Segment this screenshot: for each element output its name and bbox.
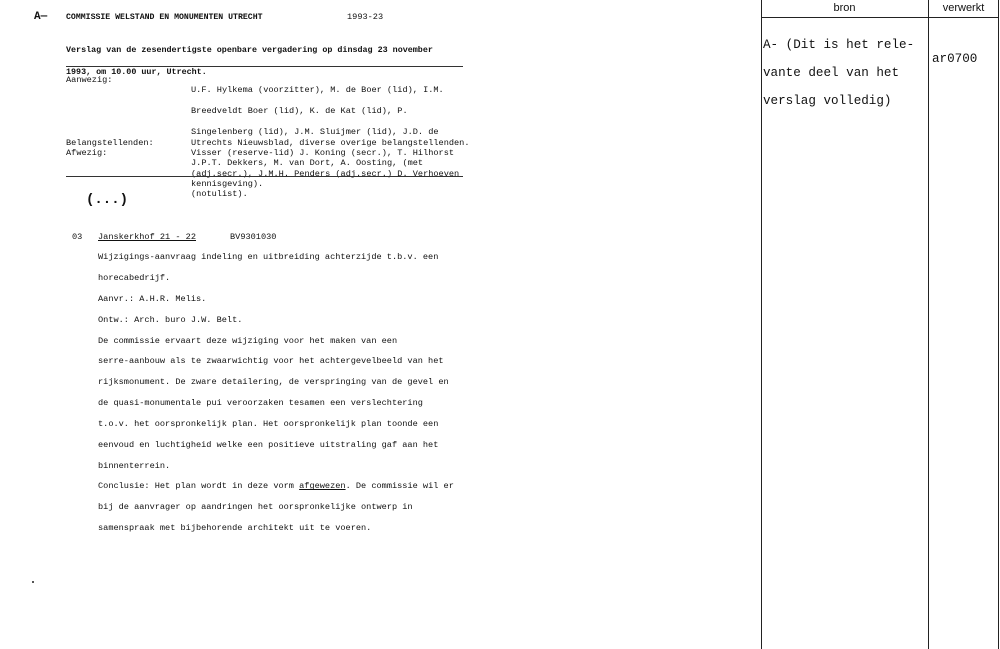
bron-line: verslag volledig) bbox=[763, 94, 892, 108]
item-line: de quasi-monumentale pui veroorzaken tesamen een verslechtering bbox=[98, 398, 423, 409]
afwezig-list bbox=[191, 148, 423, 200]
bron-line: vante deel van het bbox=[763, 66, 900, 80]
item-line: Ontw.: Arch. buro J.W. Belt. bbox=[98, 314, 243, 325]
aanwezig-line: (notulist). bbox=[191, 189, 248, 200]
intro-line-1: Verslag van de zesendertigste openbare vergadering op dinsdag 23 november bbox=[66, 45, 433, 55]
afwezig-label: Afwezig: bbox=[66, 148, 108, 158]
report-reference: 1993-23 bbox=[347, 12, 384, 22]
afwezig-line: J.P.T. Dekkers, M. van Dort, A. Oosting, (met bbox=[191, 158, 424, 169]
item-line: rijksmonument. De zware detailering, de verspringing van de gevel en bbox=[98, 377, 449, 388]
aanwezig-line: Breedveldt Boer (lid), K. de Kat (lid), P. bbox=[191, 106, 408, 117]
omission-ellipsis: (...) bbox=[86, 192, 129, 208]
belangstellenden-value: Utrechts Nieuwsblad, diverse overige belangstellenden. bbox=[191, 138, 470, 148]
item-body bbox=[98, 242, 454, 544]
item-line: horecabedrijf. bbox=[98, 273, 171, 284]
conclusie-line bbox=[98, 481, 454, 491]
aanwezig-line: (adj.secr.), J.M.H. Penders (adj.secr.) D. Verhoeven bbox=[191, 168, 460, 179]
aanwezig-line: U.F. Hylkema (voorzitter), M. de Boer (lid), I.M. bbox=[191, 85, 444, 96]
aanwezig-label: Aanwezig: bbox=[66, 75, 113, 85]
verwerkt-value: ar0700 bbox=[932, 52, 978, 66]
bottom-divider bbox=[66, 176, 463, 177]
section-marker: A— bbox=[34, 11, 48, 23]
conclusie-line: bij de aanvrager op aandringen het oorspronkelijke ontwerp in bbox=[98, 502, 413, 513]
conclusie-line: samenspraak met bijbehorende architekt uit te voeren. bbox=[98, 522, 372, 533]
intro-line-2: 1993, om 10.00 uur, Utrecht. bbox=[66, 67, 207, 77]
bron-line: A- (Dit is het rele- bbox=[763, 38, 915, 52]
top-divider bbox=[66, 66, 463, 67]
item-code: BV9301030 bbox=[230, 232, 277, 242]
table-right-border bbox=[998, 0, 999, 649]
conclusie-text-end: . De commissie wil er bbox=[345, 481, 454, 492]
item-line: eenvoud en luchtigheid welke een positieve uitstraling gaf aan het bbox=[98, 439, 439, 450]
item-line: binnenterrein. bbox=[98, 460, 171, 471]
conclusie-verdict: afgewezen bbox=[299, 481, 346, 492]
conclusie-text: Conclusie: Het plan wordt in deze vorm bbox=[98, 481, 300, 492]
item-number: 03 bbox=[72, 232, 83, 242]
belangstellenden-label: Belangstellenden: bbox=[66, 138, 154, 148]
afwezig-line: kennisgeving). bbox=[191, 179, 264, 190]
item-address: Janskerkhof 21 - 22 bbox=[98, 232, 196, 242]
item-line: t.o.v. het oorspronkelijk plan. Het oorspronkelijk plan toonde een bbox=[98, 418, 439, 429]
item-line: De commissie ervaart deze wijziging voor het maken van een bbox=[98, 335, 398, 346]
aanwezig-line: Visser (reserve-lid) J. Koning (secr.), T. Hilhorst bbox=[191, 147, 455, 158]
table-left-border bbox=[761, 0, 762, 649]
column-header-bron: bron bbox=[833, 2, 856, 14]
scan-speck bbox=[32, 581, 34, 583]
bron-note bbox=[763, 24, 914, 122]
table-column-divider bbox=[928, 0, 929, 649]
item-line: serre-aanbouw als te zwaarwichtig voor het achtergevelbeeld van het bbox=[98, 356, 444, 367]
org-title: COMMISSIE WELSTAND EN MONUMENTEN UTRECHT bbox=[66, 13, 263, 22]
aanwezig-line: Singelenberg (lid), J.M. Sluijmer (lid), J.D. de bbox=[191, 127, 439, 138]
item-line: Wijzigings-aanvraag indeling en uitbreiding achterzijde t.b.v. een bbox=[98, 252, 439, 263]
item-line: Aanvr.: A.H.R. Melis. bbox=[98, 294, 207, 305]
column-header-verwerkt: verwerkt bbox=[942, 2, 985, 14]
table-header-divider bbox=[761, 17, 999, 18]
